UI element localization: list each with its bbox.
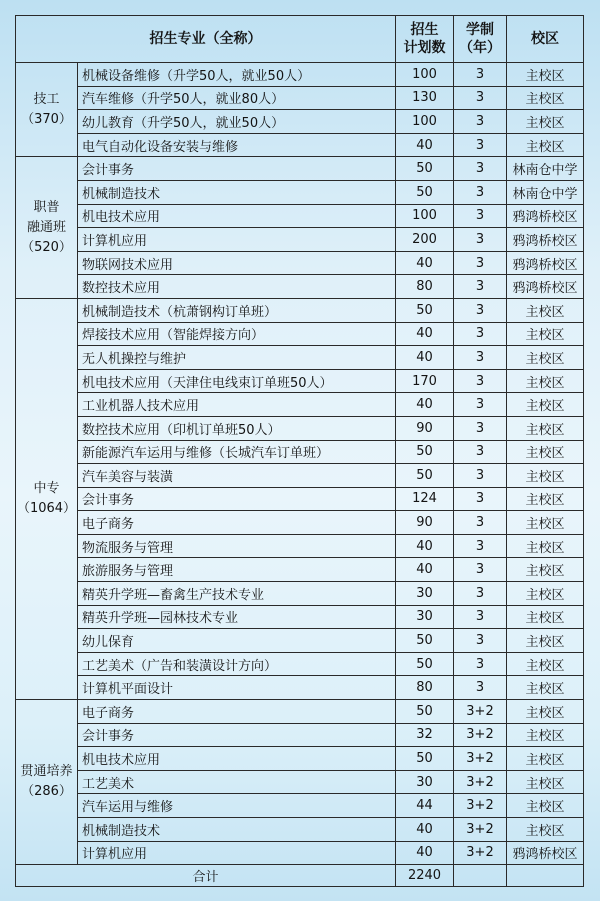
header-major: 招生专业（全称） — [16, 16, 396, 63]
table-row — [16, 770, 584, 794]
count-cell: 40 — [396, 251, 454, 275]
count-cell: 50 — [396, 747, 454, 771]
major-cell: 数控技术应用 — [78, 275, 396, 299]
years-cell: 3+2 — [454, 770, 507, 794]
major-cell: 物联网技术应用 — [78, 251, 396, 275]
table-row — [16, 818, 584, 842]
major-cell: 焊接技术应用（智能焊接方向） — [78, 322, 396, 346]
years-cell: 3 — [454, 322, 507, 346]
years-cell: 3 — [454, 63, 507, 87]
campus-cell: 主校区 — [507, 794, 584, 818]
campus-cell: 主校区 — [507, 440, 584, 464]
campus-cell: 主校区 — [507, 700, 584, 724]
count-cell: 40 — [396, 818, 454, 842]
count-cell: 100 — [396, 63, 454, 87]
major-cell: 电气自动化设备安装与维修 — [78, 133, 396, 157]
count-cell: 200 — [396, 228, 454, 252]
years-cell: 3+2 — [454, 747, 507, 771]
table-row — [16, 298, 584, 322]
count-cell: 50 — [396, 464, 454, 488]
count-cell: 50 — [396, 157, 454, 181]
major-cell: 无人机操控与维护 — [78, 346, 396, 370]
campus-cell: 主校区 — [507, 676, 584, 700]
years-cell: 3 — [454, 346, 507, 370]
major-cell: 汽车美容与装潢 — [78, 464, 396, 488]
campus-cell: 主校区 — [507, 629, 584, 653]
campus-cell: 主校区 — [507, 582, 584, 606]
campus-cell: 主校区 — [507, 652, 584, 676]
group-cell — [16, 157, 78, 299]
campus-cell: 主校区 — [507, 558, 584, 582]
count-cell: 80 — [396, 275, 454, 299]
years-cell: 3 — [454, 228, 507, 252]
years-cell: 3 — [454, 180, 507, 204]
years-cell: 3 — [454, 110, 507, 134]
years-cell: 3 — [454, 511, 507, 535]
total-label: 合计 — [16, 865, 396, 887]
table-row — [16, 487, 584, 511]
count-cell: 40 — [396, 322, 454, 346]
major-cell: 会计事务 — [78, 157, 396, 181]
years-cell: 3 — [454, 652, 507, 676]
header-years-line: （年） — [459, 40, 501, 56]
total-row — [16, 865, 584, 887]
header-years-line: 学制 — [466, 22, 494, 38]
years-cell: 3+2 — [454, 700, 507, 724]
table-row — [16, 511, 584, 535]
group-cell — [16, 298, 78, 699]
count-cell: 40 — [396, 841, 454, 865]
campus-cell: 主校区 — [507, 487, 584, 511]
table-row — [16, 322, 584, 346]
campus-cell: 主校区 — [507, 346, 584, 370]
table-row — [16, 676, 584, 700]
years-cell: 3 — [454, 464, 507, 488]
count-cell: 100 — [396, 204, 454, 228]
header-count-line: 招生 — [410, 22, 439, 38]
group-cell — [16, 700, 78, 865]
total-years-empty — [454, 865, 507, 887]
group-label-line: 融通班 — [26, 219, 66, 235]
major-cell: 精英升学班—畜禽生产技术专业 — [78, 582, 396, 606]
campus-cell: 鸦鸿桥校区 — [507, 841, 584, 865]
count-cell: 30 — [396, 582, 454, 606]
count-cell: 50 — [396, 629, 454, 653]
table-row — [16, 86, 584, 110]
header-campus: 校区 — [507, 16, 584, 63]
years-cell: 3 — [454, 558, 507, 582]
group-label-line: 贯通培养 — [20, 764, 73, 780]
years-cell: 3 — [454, 393, 507, 417]
years-cell: 3+2 — [454, 841, 507, 865]
major-cell: 新能源汽车运用与维修（长城汽车订单班） — [78, 440, 396, 464]
group-label-line: 职普 — [33, 199, 60, 215]
header-count — [396, 16, 454, 63]
years-cell: 3 — [454, 275, 507, 299]
table-row — [16, 251, 584, 275]
major-cell: 电子商务 — [78, 700, 396, 724]
years-cell: 3 — [454, 133, 507, 157]
table-header-row — [16, 16, 584, 63]
campus-cell: 主校区 — [507, 534, 584, 558]
count-cell: 130 — [396, 86, 454, 110]
table-row — [16, 63, 584, 87]
count-cell: 30 — [396, 770, 454, 794]
count-cell: 32 — [396, 723, 454, 747]
group-label-line: （286） — [21, 784, 72, 800]
header-years — [454, 16, 507, 63]
count-cell: 50 — [396, 652, 454, 676]
table-row — [16, 605, 584, 629]
major-cell: 机电技术应用（天津住电线束订单班50人） — [78, 369, 396, 393]
campus-cell: 主校区 — [507, 63, 584, 87]
campus-cell: 主校区 — [507, 416, 584, 440]
group-cell — [16, 63, 78, 157]
table-row — [16, 629, 584, 653]
years-cell: 3 — [454, 298, 507, 322]
years-cell: 3 — [454, 605, 507, 629]
campus-cell: 鸦鸿桥校区 — [507, 251, 584, 275]
major-cell: 计算机应用 — [78, 841, 396, 865]
group-label-line: （520） — [21, 239, 72, 255]
campus-cell: 主校区 — [507, 605, 584, 629]
years-cell: 3 — [454, 204, 507, 228]
years-cell: 3 — [454, 251, 507, 275]
major-cell: 机械制造技术 — [78, 818, 396, 842]
years-cell: 3+2 — [454, 723, 507, 747]
campus-cell: 林南仓中学 — [507, 157, 584, 181]
table-row — [16, 794, 584, 818]
campus-cell: 主校区 — [507, 369, 584, 393]
years-cell: 3 — [454, 676, 507, 700]
group-label-line: 技工 — [33, 91, 60, 107]
major-cell: 汽车运用与维修 — [78, 794, 396, 818]
table-row — [16, 110, 584, 134]
campus-cell: 主校区 — [507, 110, 584, 134]
enrollment-plan-table — [15, 15, 584, 887]
campus-cell: 主校区 — [507, 770, 584, 794]
major-cell: 机械制造技术 — [78, 180, 396, 204]
enrollment-table-frame — [15, 15, 584, 887]
count-cell: 40 — [396, 133, 454, 157]
campus-cell: 主校区 — [507, 322, 584, 346]
campus-cell: 主校区 — [507, 86, 584, 110]
table-row — [16, 228, 584, 252]
years-cell: 3 — [454, 487, 507, 511]
count-cell: 40 — [396, 346, 454, 370]
table-row — [16, 180, 584, 204]
count-cell: 40 — [396, 534, 454, 558]
total-campus-empty — [507, 865, 584, 887]
years-cell: 3 — [454, 157, 507, 181]
major-cell: 旅游服务与管理 — [78, 558, 396, 582]
count-cell: 50 — [396, 700, 454, 724]
campus-cell: 主校区 — [507, 298, 584, 322]
count-cell: 100 — [396, 110, 454, 134]
count-cell: 170 — [396, 369, 454, 393]
major-cell: 计算机应用 — [78, 228, 396, 252]
years-cell: 3 — [454, 416, 507, 440]
years-cell: 3 — [454, 440, 507, 464]
campus-cell: 鸦鸿桥校区 — [507, 275, 584, 299]
count-cell: 124 — [396, 487, 454, 511]
major-cell: 工业机器人技术应用 — [78, 393, 396, 417]
major-cell: 物流服务与管理 — [78, 534, 396, 558]
count-cell: 30 — [396, 605, 454, 629]
table-row — [16, 416, 584, 440]
years-cell: 3 — [454, 534, 507, 558]
major-cell: 幼儿保育 — [78, 629, 396, 653]
campus-cell: 主校区 — [507, 393, 584, 417]
table-row — [16, 440, 584, 464]
count-cell: 50 — [396, 298, 454, 322]
years-cell: 3 — [454, 582, 507, 606]
major-cell: 会计事务 — [78, 723, 396, 747]
campus-cell: 主校区 — [507, 818, 584, 842]
table-row — [16, 700, 584, 724]
table-row — [16, 157, 584, 181]
major-cell: 机械制造技术（杭萧钢构订单班） — [78, 298, 396, 322]
table-row — [16, 133, 584, 157]
table-row — [16, 275, 584, 299]
major-cell: 机械设备维修（升学50人，就业50人） — [78, 63, 396, 87]
major-cell: 工艺美术 — [78, 770, 396, 794]
campus-cell: 林南仓中学 — [507, 180, 584, 204]
table-row — [16, 582, 584, 606]
major-cell: 工艺美术（广告和装潢设计方向） — [78, 652, 396, 676]
count-cell: 50 — [396, 180, 454, 204]
campus-cell: 主校区 — [507, 723, 584, 747]
major-cell: 汽车维修（升学50人，就业80人） — [78, 86, 396, 110]
table-row — [16, 369, 584, 393]
group-label-line: 中专 — [33, 480, 60, 496]
count-cell: 50 — [396, 440, 454, 464]
group-label-line: （1064） — [16, 500, 77, 516]
table-row — [16, 558, 584, 582]
major-cell: 机电技术应用 — [78, 747, 396, 771]
table-body — [16, 63, 584, 865]
table-row — [16, 464, 584, 488]
count-cell: 40 — [396, 393, 454, 417]
count-cell: 90 — [396, 416, 454, 440]
major-cell: 电子商务 — [78, 511, 396, 535]
major-cell: 精英升学班—园林技术专业 — [78, 605, 396, 629]
years-cell: 3 — [454, 86, 507, 110]
campus-cell: 主校区 — [507, 747, 584, 771]
table-row — [16, 204, 584, 228]
campus-cell: 主校区 — [507, 464, 584, 488]
table-row — [16, 346, 584, 370]
years-cell: 3+2 — [454, 794, 507, 818]
table-row — [16, 723, 584, 747]
campus-cell: 主校区 — [507, 511, 584, 535]
table-row — [16, 652, 584, 676]
campus-cell: 鸦鸿桥校区 — [507, 228, 584, 252]
table-row — [16, 393, 584, 417]
count-cell: 44 — [396, 794, 454, 818]
header-count-line: 计划数 — [403, 40, 446, 56]
table-row — [16, 841, 584, 865]
major-cell: 机电技术应用 — [78, 204, 396, 228]
count-cell: 40 — [396, 558, 454, 582]
campus-cell: 主校区 — [507, 133, 584, 157]
major-cell: 幼儿教育（升学50人，就业50人） — [78, 110, 396, 134]
count-cell: 80 — [396, 676, 454, 700]
campus-cell: 鸦鸿桥校区 — [507, 204, 584, 228]
years-cell: 3 — [454, 629, 507, 653]
table-row — [16, 747, 584, 771]
count-cell: 90 — [396, 511, 454, 535]
major-cell: 会计事务 — [78, 487, 396, 511]
total-count: 2240 — [396, 865, 454, 887]
major-cell: 数控技术应用（印机订单班50人） — [78, 416, 396, 440]
years-cell: 3+2 — [454, 818, 507, 842]
group-label-line: （370） — [21, 111, 72, 127]
years-cell: 3 — [454, 369, 507, 393]
table-row — [16, 534, 584, 558]
major-cell: 计算机平面设计 — [78, 676, 396, 700]
